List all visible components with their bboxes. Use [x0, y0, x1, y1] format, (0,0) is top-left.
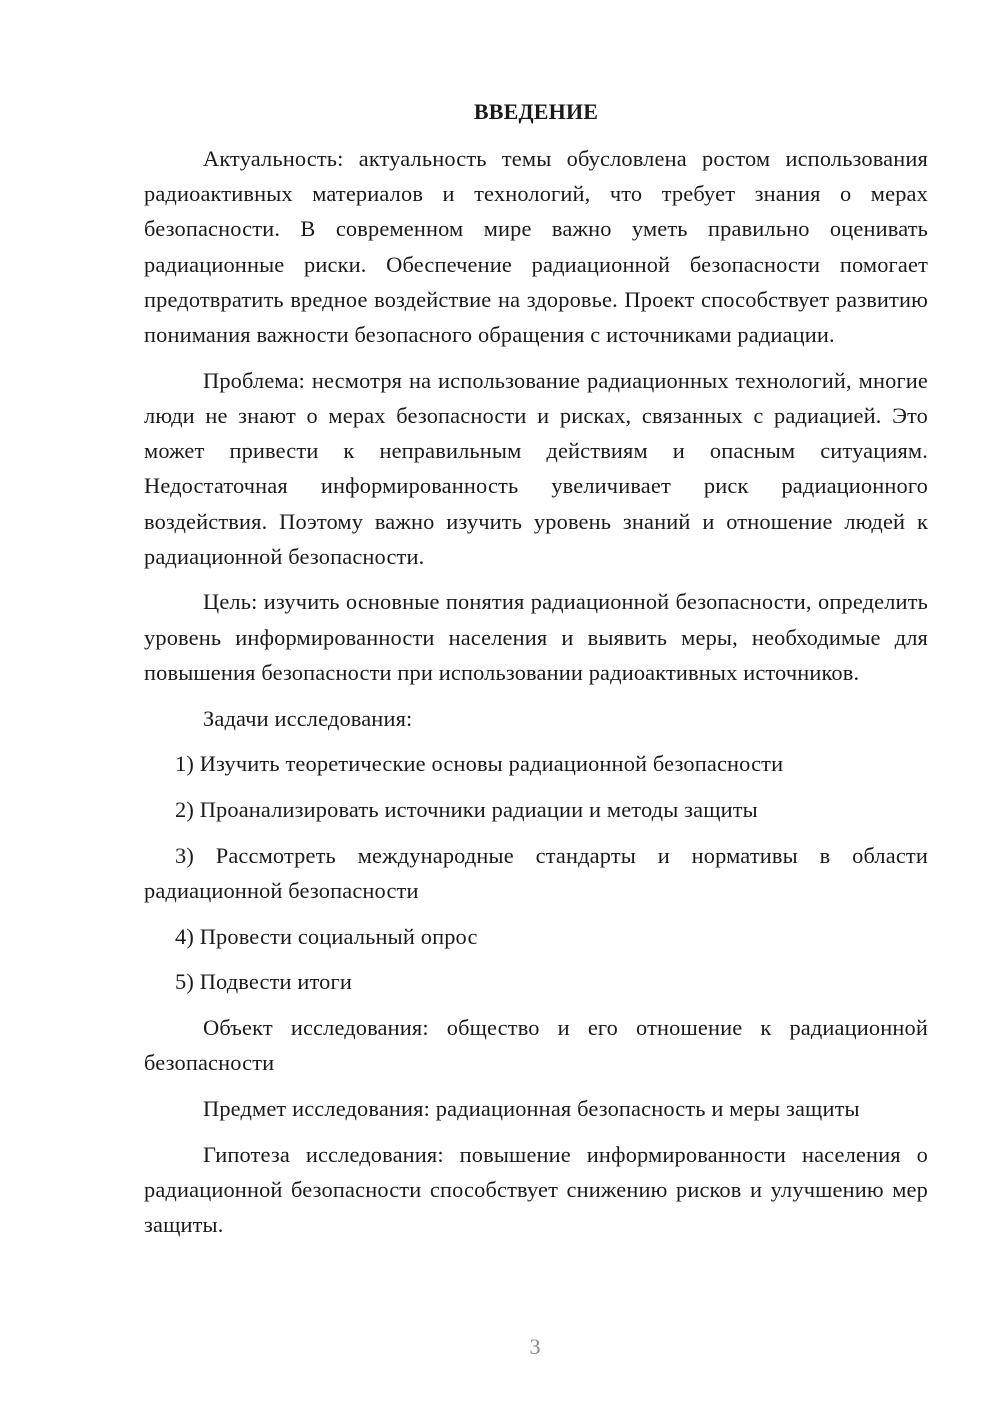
task-item-5: 5) Подвести итоги [175, 969, 352, 995]
task-item-4: 4) Провести социальный опрос [175, 923, 478, 949]
paragraph-relevance: Актуальность: актуальность темы обусловлена ростом использования радиоактивных материалов и технологий, что требует знания о мерах безопасности. В современном мире важно уметь правильно оценивать радиационные риски. Обеспечение радиационной безопасности помогает предотвратить вредное воздействие на здоровье. Проект способствует развитию понимания важности безопасного обращения с источниками радиации. [144, 146, 928, 348]
paragraph-problem: Проблема: несмотря на использование радиационных технологий, многие люди не знают о мерах безопасности и рисках, связанных с радиацией. Это может привести к неправильным действиям и опасным ситуациям. Недостаточная информированность увеличивает риск радиационного воздействия. Поэтому важно изучить уровень знаний и отношение людей к радиационной безопасности. [144, 367, 928, 569]
paragraph-subject: Предмет исследования: радиационная безопасность и меры защиты [203, 1095, 860, 1121]
page-number: 3 [529, 1334, 541, 1359]
task-item-3: 3) Рассмотреть международные стандарты и нормативы в области радиационной безопасности [144, 842, 928, 903]
task-item-1: 1) Изучить теоретические основы радиационной безопасности [175, 751, 784, 777]
paragraph-object: Объект исследования: общество и его отношение к радиационной безопасности [144, 1014, 928, 1076]
page-title: ВВЕДЕНИЕ [473, 99, 599, 124]
paragraph-hypothesis: Гипотеза исследования: повышение информированности населения о радиационной безопасности способствует снижению рисков и улучшению мер защиты. [144, 1141, 928, 1237]
document-body [144, 94, 928, 1253]
task-item-2: 2) Проанализировать источники радиации и методы защиты [175, 796, 758, 822]
paragraph-tasks-heading: Задачи исследования: [203, 705, 413, 731]
paragraph-goal: Цель: изучить основные понятия радиационной безопасности, определить уровень информированности населения и выявить меры, необходимые для повышения безопасности при использовании радиоактивных источников. [144, 589, 928, 685]
